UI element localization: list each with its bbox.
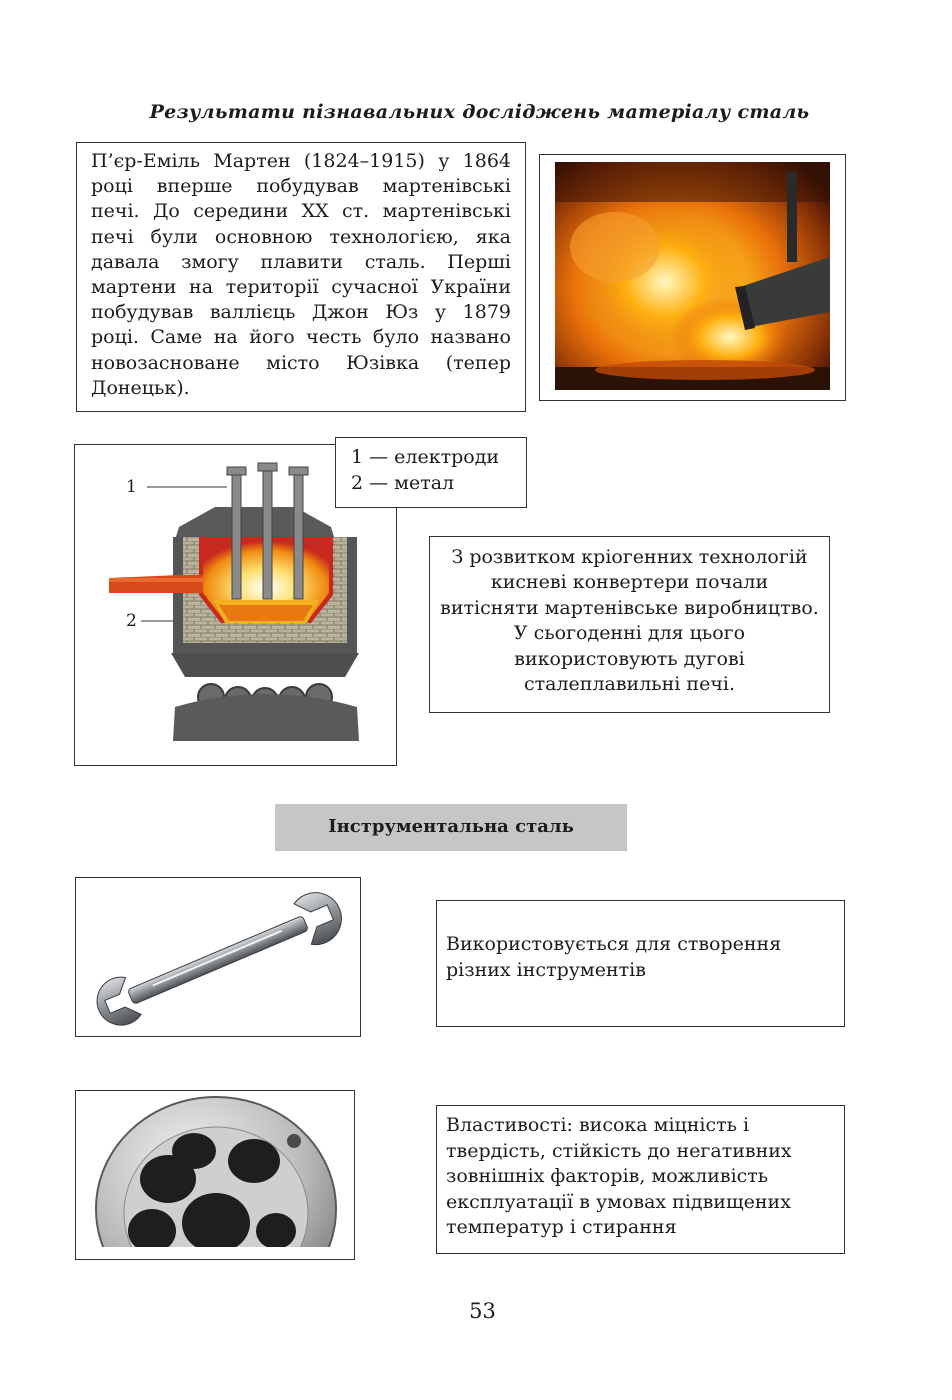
wrench-icon xyxy=(76,878,360,1036)
page-number: 53 xyxy=(469,1299,496,1323)
legend-electrodes: 1 — електроди xyxy=(351,446,500,468)
page-title: Результати пізнавальних досліджень матеріалу сталь xyxy=(149,101,810,123)
threading-die-icon xyxy=(76,1091,354,1259)
usage-text-box xyxy=(436,900,845,1027)
cryogenic-text-box xyxy=(429,536,830,713)
die-photo-frame xyxy=(75,1090,355,1260)
furnace-label-2: 2 xyxy=(126,611,137,631)
properties-text-box xyxy=(436,1105,845,1254)
molten-steel-photo xyxy=(555,162,830,390)
furnace-legend xyxy=(335,437,527,508)
usage-text: Використовується для створення різних інструментів xyxy=(446,933,782,981)
section-heading: Інструментальна сталь xyxy=(275,804,627,851)
properties-text: Властивості: висока міцність і твердість, стійкість до негативних зовнішніх факторів, можливість експлуатації в умовах підвищених температур і стирання xyxy=(446,1114,792,1239)
furnace-label-1: 1 xyxy=(126,477,137,497)
fire-photo-frame xyxy=(539,154,846,401)
wrench-photo-frame xyxy=(75,877,361,1037)
history-text: П’єр-Еміль Мартен (1824–1915) у 1864 році вперше побудував мартенівські печі. До середини XX ст. мартенівські печі були основною технологією, яка давала змогу плавити сталь. Перші мартени на території сучасної України побудував валлієць Джон Юз у 1879 році. Саме на його честь було названо новозаснoване місто Юзівка (тепер Донецьк). xyxy=(91,150,511,399)
cryogenic-text: З розвитком кріогенних технологій кисневі конвертери почали витісняти мартенівське виробництво. У сьогоденні для цього використовують дугові сталеплавильні печі. xyxy=(440,546,819,696)
history-text-box xyxy=(76,142,526,412)
legend-metal: 2 — метал xyxy=(351,471,455,494)
